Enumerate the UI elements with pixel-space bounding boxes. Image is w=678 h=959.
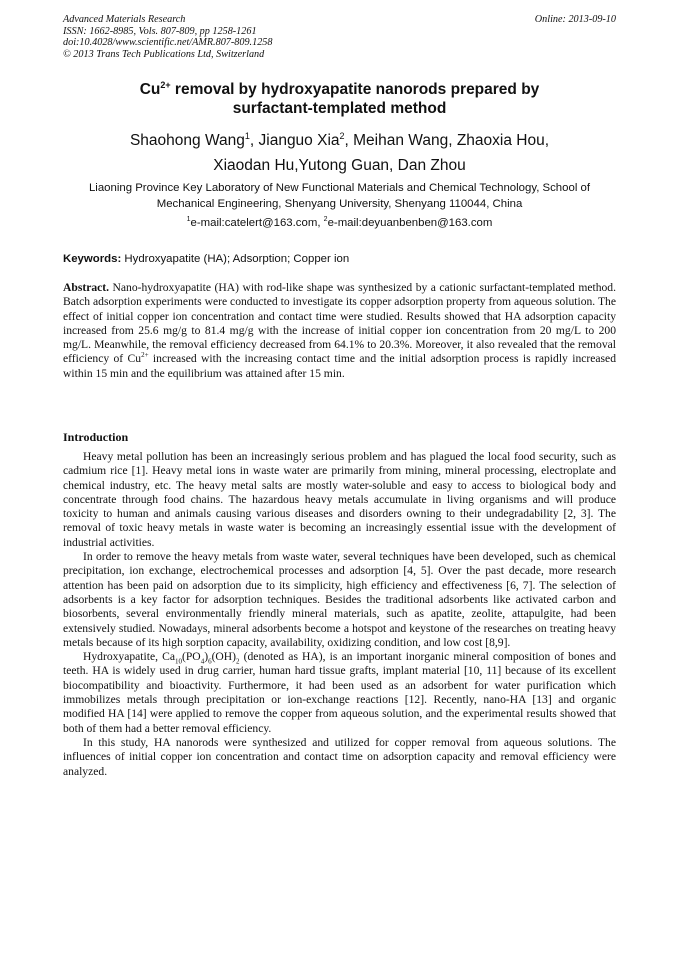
abstract-superscript: 2+ (141, 351, 149, 360)
abstract-label: Abstract. (63, 281, 110, 294)
copyright-line: © 2013 Trans Tech Publications Ltd, Switzerland (63, 48, 265, 60)
p3-text-d: (OH) (211, 650, 237, 664)
keywords-text: Hydroxyapatite (HA); Adsorption; Copper ion (121, 253, 350, 265)
intro-paragraph-3 (63, 650, 616, 736)
affiliation (63, 181, 616, 212)
abstract-text-1: Nano-hydroxyapatite (HA) with rod-like shape was synthesized by a cationic surfactant-templated method. Batch adsorption experiments were conducted to investigate its copper adsorption property from aqueous solution. The effect of initial copper ion concentration and contact time were studied. Results showed that HA adsorption capacity increased from 25.6 mg/g to 81.4 mg/g with the increase of initial copper ion concentration from 20 mg/L to 200 mg/L. Meanwhile, the removal efficiency decreased from 64.1% to 20.3%. Moreover, it also revealed that the removal efficiency of Cu (63, 281, 616, 366)
title-line1: removal by hydroxyapatite nanorods prepared by (170, 81, 540, 98)
email-1: e-mail:catelert@163.com, (190, 217, 324, 229)
online-date: Online: 2013-09-10 (534, 14, 616, 25)
journal-header (63, 14, 616, 60)
email-line (63, 216, 616, 231)
issn-line: ISSN: 1662-8985, Vols. 807-809, pp 1258-1261 (63, 25, 257, 37)
abstract-text-2: increased with the increasing contact time and the initial adsorption process is rapidly increased within 15 min and the equilibrium was attained after 15 min. (63, 352, 616, 380)
affiliation-line1: Liaoning Province Key Laboratory of New Functional Materials and Chemical Technology, School of (88, 182, 591, 194)
introduction-body (63, 450, 616, 779)
p3-sub-4: 2 (236, 657, 240, 666)
intro-paragraph-2: In order to remove the heavy metals from waste water, several techniques have been developed, such as chemical precipitation, ion exchange, electrochemical processes and adsorption [4, 5]. Over the past decade, more research attention has been paid on adsorption due to its simplicity, high efficiency and effectiveness [6, 7]. The selection of adsorbents is a key factor for adsorption techniques. Besides the traditional adsorbents like activated carbon and biosorbents, several environmentally friendly mineral materials, such as apatite, zeolite, attapulgite, had been extensively studied. Nowadays, mineral adsorbents become a hotspot and keystone of the researches on treating heavy metals because of its high sorption capacity, availability, oxidizing condition, and low cost [8,9]. (63, 550, 616, 649)
intro-paragraph-1: Heavy metal pollution has been an increasingly serious problem and has plagued the local food security, such as cadmium rice [1]. Heavy metal ions in waste water are primarily from mining, mineral processing, electroplate and chemical industry, etc. The heavy metal salts are mostly water-soluble and easy to access to biological body and concentrate through food chains. The hazardous heavy metals accumulate in living organisms and will produce toxicity to human and animals causing various diseases and disorders owning to their undegradability [2, 3]. The removal of toxic heavy metals in waste water is becoming an increasingly essential issue with the development of industrial activities. (63, 450, 616, 549)
p3-text-b: (PO (182, 650, 201, 664)
p3-sub-3: 6 (208, 657, 212, 666)
title-cu: Cu (139, 81, 161, 98)
email-2-sup: 2 (323, 216, 328, 224)
author-2: , Jianguo Xia (249, 132, 340, 149)
authors-rest: , Meihan Wang, Zhaoxia Hou, (344, 132, 550, 149)
doi-line: doi:10.4028/www.scientific.net/AMR.807-809.1258 (63, 37, 273, 49)
section-heading-introduction: Introduction (63, 430, 129, 444)
p3-sub-1: 10 (175, 657, 182, 666)
p3-text-e: (denoted as HA), is an important inorganic mineral composition of bones and teeth. HA is widely used in drug carrier, human hard tissue grafts, implant material [10, 11] because of its excellent biocompatibility and bioactivity. Furthermore, it had been used as an adsorbent for water purification which immobilizes metals through precipitation or ion-exchange reactions [12]. Recently, nano-HA [13] and organic modified HA [14] were applied to remove the copper from aqueous solution, and the experimental results showed that both of them had a better removal efficiency. (63, 650, 616, 735)
p3-text-c: ) (204, 650, 209, 664)
affiliation-line2: Mechanical Engineering, Shenyang University, Shenyang 110044, China (156, 197, 523, 210)
author-list (63, 128, 616, 178)
author-1-sup: 1 (244, 130, 250, 141)
keywords-label: Keywords: (63, 253, 122, 265)
p3-sub-2: 4 (200, 657, 205, 666)
authors-line2: Xiaodan Hu,Yutong Guan, Dan Zhou (213, 157, 466, 174)
paper-title (63, 80, 616, 118)
abstract (63, 281, 616, 381)
title-line2: surfactant-templated method (232, 100, 447, 117)
p3-text-a: Hydroxyapatite, Ca (83, 650, 175, 664)
author-2-sup: 2 (339, 130, 345, 141)
email-2: e-mail:deyuanbenben@163.com (327, 217, 493, 229)
title-superscript: 2+ (160, 79, 171, 90)
journal-name: Advanced Materials Research (63, 14, 186, 25)
intro-paragraph-4: In this study, HA nanorods were synthesized and utilized for copper removal from aqueous solutions. The influences of initial copper ion concentration and contact time on adsorption capacity and removal efficiency were analyzed. (63, 735, 616, 778)
author-1: Shaohong Wang (129, 132, 245, 149)
keywords (63, 252, 616, 267)
email-1-sup: 1 (186, 216, 191, 224)
